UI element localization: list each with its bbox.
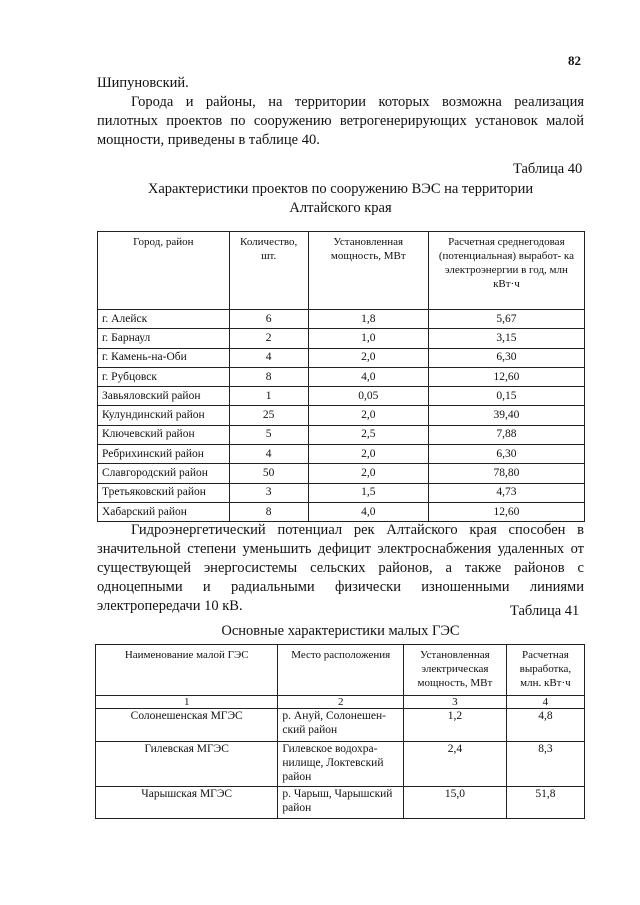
table-cell: 6 xyxy=(229,310,308,329)
table-cell: г. Барнаул xyxy=(98,329,230,348)
table41-header-generation: Расчетная выработка, млн. кВт·ч xyxy=(506,645,584,696)
table41-header-row xyxy=(96,645,585,696)
table-cell: 5,67 xyxy=(428,310,584,329)
table-row xyxy=(98,387,585,406)
table-cell: 6,30 xyxy=(428,348,584,367)
table-cell: 5 xyxy=(229,425,308,444)
table40-title-line1: Характеристики проектов по сооружению ВЭС на территории xyxy=(147,181,534,197)
intro-line: Шипуновский. xyxy=(97,75,189,91)
table-cell: 4,73 xyxy=(428,483,584,502)
table-cell: Кулундинский район xyxy=(98,406,230,425)
table-cell: 6,30 xyxy=(428,445,584,464)
table-cell: г. Алейск xyxy=(98,310,230,329)
page-number: 82 xyxy=(568,53,581,68)
table-cell: 1,0 xyxy=(308,329,428,348)
table-row xyxy=(98,348,585,367)
hydro-line2: значительной степени уменьшить дефицит электроснабжения удаленных от xyxy=(97,541,584,557)
table-cell: Солонешенская МГЭС xyxy=(96,709,278,742)
table-cell: 0,15 xyxy=(428,387,584,406)
table-row xyxy=(98,406,585,425)
table-cell: Ребрихинский район xyxy=(98,445,230,464)
table-cell: 39,40 xyxy=(428,406,584,425)
table-cell: 8 xyxy=(229,367,308,386)
table40-header-city: Город, район xyxy=(98,232,230,310)
table-cell: 4,0 xyxy=(308,367,428,386)
table40-header-quantity: Количество, шт. xyxy=(229,232,308,310)
table-row xyxy=(98,425,585,444)
table-cell: Хабарский район xyxy=(98,502,230,521)
table-row xyxy=(98,502,585,521)
table-cell: р. Ануй, Солонешен- ский район xyxy=(278,709,404,742)
table-cell: 0,05 xyxy=(308,387,428,406)
table-row xyxy=(98,464,585,483)
table-cell: 2,0 xyxy=(308,445,428,464)
table-row xyxy=(96,709,585,742)
table-cell: 4 xyxy=(229,348,308,367)
table40 xyxy=(97,231,585,522)
table-row xyxy=(96,787,585,819)
table40-header-generation: Расчетная среднегодовая (потенциальная) выработ- ка электроэнергии в год, млн кВт·ч xyxy=(428,232,584,310)
table-cell: Третьяковский район xyxy=(98,483,230,502)
table-cell: 2 xyxy=(278,696,404,709)
hydro-line4: одноцепными и радиальными физически изношенными линиями xyxy=(97,579,584,595)
table-cell: 12,60 xyxy=(428,367,584,386)
table-cell: 4,0 xyxy=(308,502,428,521)
table-cell: 2,0 xyxy=(308,348,428,367)
table-cell: 51,8 xyxy=(506,787,584,819)
table-cell: 2,4 xyxy=(403,742,506,787)
table40-title-line2: Алтайского края xyxy=(289,200,392,216)
table40-header-row xyxy=(98,232,585,310)
table-row xyxy=(98,445,585,464)
hydro-line5: электропередачи 10 кВ. xyxy=(97,598,243,614)
table-cell: г. Рубцовск xyxy=(98,367,230,386)
table-cell: Гилевское водохра- нилище, Локтевский район xyxy=(278,742,404,787)
table-cell: 3 xyxy=(229,483,308,502)
table-row xyxy=(96,742,585,787)
intro-paragraph: Города и районы, на территории которых возможна реализация пилотных проектов по сооружению ветрогенерирующих установок малой мощности, приведены в таблице 40. xyxy=(97,94,584,148)
table-cell: Славгородский район xyxy=(98,464,230,483)
table-cell: 2,5 xyxy=(308,425,428,444)
hydro-line3: существующей энергосистемы сельских районов, а также районов с xyxy=(97,560,584,576)
table-cell: 4 xyxy=(229,445,308,464)
table41-header-location: Место расположения xyxy=(278,645,404,696)
table-cell: Ключевский район xyxy=(98,425,230,444)
table-row xyxy=(98,367,585,386)
table-cell: 1,2 xyxy=(403,709,506,742)
table-row xyxy=(98,329,585,348)
table-cell: 25 xyxy=(229,406,308,425)
table-cell: 7,88 xyxy=(428,425,584,444)
table-cell: 78,80 xyxy=(428,464,584,483)
table-cell: 2,0 xyxy=(308,464,428,483)
table-cell: 3,15 xyxy=(428,329,584,348)
table-cell: 15,0 xyxy=(403,787,506,819)
table41-label: Таблица 41 xyxy=(510,603,580,619)
table-row xyxy=(98,483,585,502)
table41-header-name: Наименование малой ГЭС xyxy=(96,645,278,696)
table-cell: 1,8 xyxy=(308,310,428,329)
table-cell: Завьяловский район xyxy=(98,387,230,406)
table-cell: 3 xyxy=(403,696,506,709)
table41-index-row xyxy=(96,696,585,709)
table-cell: 1 xyxy=(229,387,308,406)
table-cell: р. Чарыш, Чарышский район xyxy=(278,787,404,819)
table40-label: Таблица 40 xyxy=(513,161,583,177)
hydro-line1: Гидроэнергетический потенциал рек Алтайского края способен в xyxy=(131,522,584,538)
table-cell: Чарышская МГЭС xyxy=(96,787,278,819)
table-cell: 4 xyxy=(506,696,584,709)
table41-title: Основные характеристики малых ГЭС xyxy=(221,623,460,639)
table-cell: 8 xyxy=(229,502,308,521)
table-cell: 2 xyxy=(229,329,308,348)
table-cell: 12,60 xyxy=(428,502,584,521)
table-cell: 1,5 xyxy=(308,483,428,502)
table-cell: 1 xyxy=(96,696,278,709)
table-row xyxy=(98,310,585,329)
table41 xyxy=(95,644,585,819)
table-cell: Гилевская МГЭС xyxy=(96,742,278,787)
table-cell: г. Камень-на-Оби xyxy=(98,348,230,367)
table-cell: 2,0 xyxy=(308,406,428,425)
table40-header-power: Установленная мощность, МВт xyxy=(308,232,428,310)
table41-header-power: Установленная электрическая мощность, МВт xyxy=(403,645,506,696)
table-cell: 50 xyxy=(229,464,308,483)
table-cell: 4,8 xyxy=(506,709,584,742)
table-cell: 8,3 xyxy=(506,742,584,787)
